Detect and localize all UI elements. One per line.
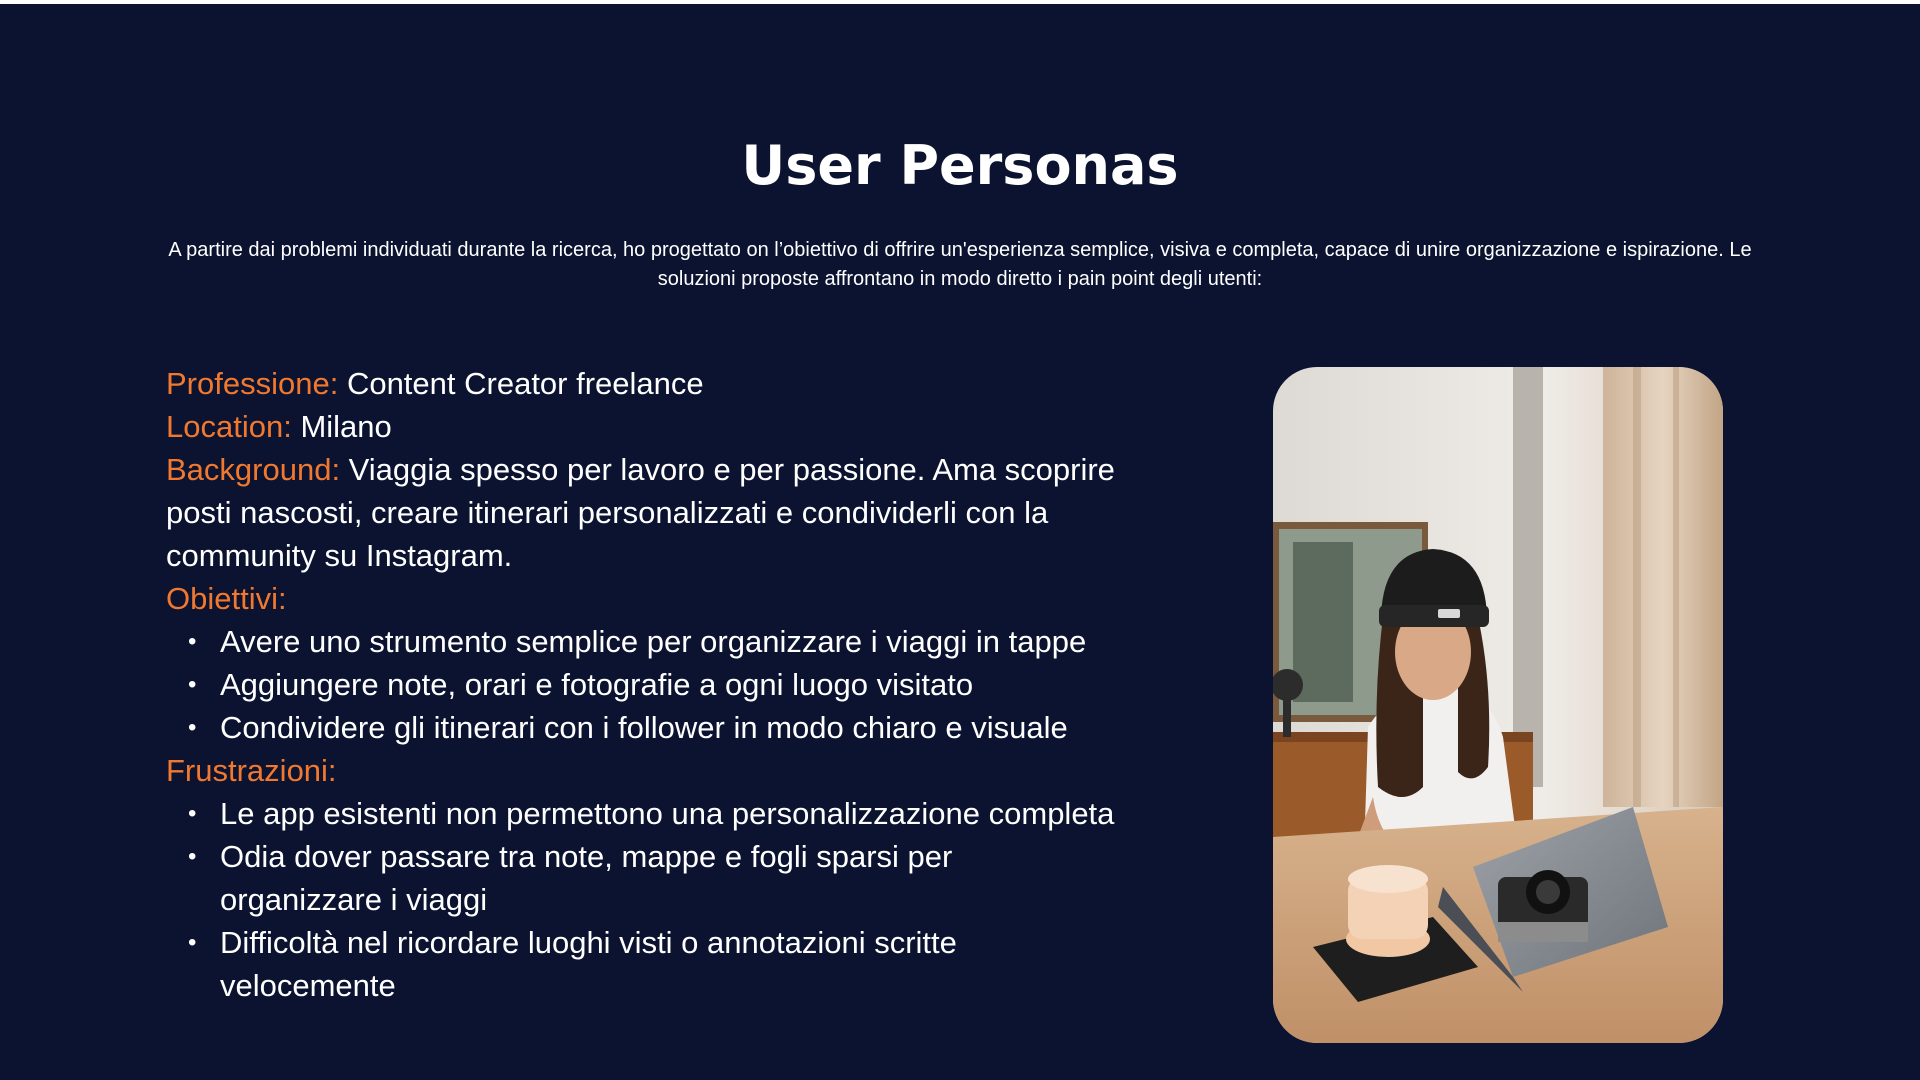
profession-value: Content Creator freelance [338, 366, 704, 401]
persona-details [166, 362, 1166, 1007]
goal-item: • Avere uno strumento semplice per organizzare i viaggi in tappe [220, 620, 1166, 663]
persona-photo [1273, 367, 1723, 1043]
frustrations-label: Frustrazioni: [166, 753, 337, 788]
location-line [166, 405, 1166, 448]
location-value: Milano [291, 409, 392, 444]
background-line [166, 448, 1166, 577]
location-label: Location: [166, 409, 292, 444]
profession-label: Professione: [166, 366, 339, 401]
page-title: User Personas [741, 134, 1179, 197]
persona-photo-illustration [1273, 367, 1723, 1043]
profession-line [166, 362, 1166, 405]
goals-label: Obiettivi: [166, 581, 287, 616]
background-value: Viaggia spesso per lavoro e per passione. Ama scoprire posti nascosti, creare itinerari personalizzati e condividerli con la community su Instagram. [166, 452, 1115, 573]
page-subtitle: A partire dai problemi individuati durante la ricerca, ho progettato on l’obiettivo di offrire un'esperienza semplice, visiva e completa, capace di unire organizzazione e ispirazione. Le soluzioni proposte affrontano in modo diretto i pain point degli utenti: [168, 239, 1752, 290]
frustration-item: • Difficoltà nel ricordare luoghi visti o annotazioni scritte velocemente [220, 921, 1080, 1007]
goal-item: • Aggiungere note, orari e fotografie a ogni luogo visitato [220, 663, 1166, 706]
goals-list [166, 620, 1166, 749]
background-label: Background: [166, 452, 341, 487]
frustration-item: • Odia dover passare tra note, mappe e fogli sparsi per organizzare i viaggi [220, 835, 980, 921]
goal-item: • Condividere gli itinerari con i follower in modo chiaro e visuale [220, 706, 1166, 749]
frustration-item: • Le app esistenti non permettono una personalizzazione completa [220, 792, 1166, 835]
frustrations-list [166, 792, 1166, 1007]
